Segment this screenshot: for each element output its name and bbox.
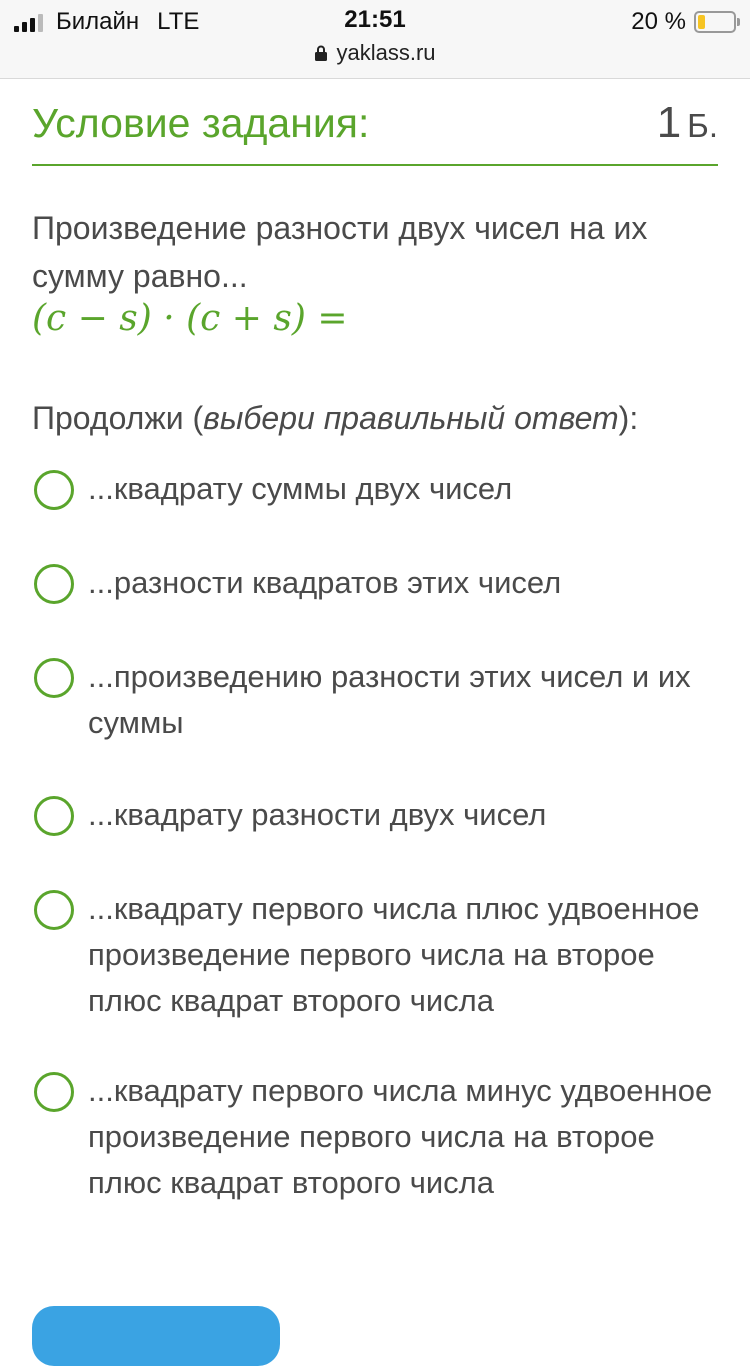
radio-button[interactable] xyxy=(34,658,74,698)
task-title: Условие задания: xyxy=(32,100,370,146)
url-text: yaklass.ru xyxy=(336,40,436,65)
network-type: LTE xyxy=(157,8,200,35)
carrier-name: Билайн xyxy=(56,8,140,35)
submit-button[interactable] xyxy=(32,1306,280,1366)
status-bar xyxy=(0,0,750,79)
status-right xyxy=(631,8,736,36)
answer-option-label: ...квадрату первого числа плюс удвоенное произведение первого числа на второе плюс квадрат второго числа xyxy=(88,891,700,1018)
points-unit: Б. xyxy=(687,107,718,144)
points-number: 1 xyxy=(656,98,682,147)
answer-option-label: ...квадрату разности двух чисел xyxy=(88,797,547,832)
address-bar[interactable] xyxy=(0,40,750,66)
clock: 21:51 xyxy=(344,6,406,33)
radio-button[interactable] xyxy=(34,890,74,930)
task-header xyxy=(32,96,718,166)
lock-icon xyxy=(314,45,328,61)
answer-option-label: ...разности квадратов этих чисел xyxy=(88,565,562,600)
radio-button[interactable] xyxy=(34,470,74,510)
battery-fill xyxy=(698,15,705,29)
instruction-suffix: ): xyxy=(618,400,639,436)
radio-button[interactable] xyxy=(34,564,74,604)
instruction xyxy=(32,400,638,437)
instruction-prefix: Продолжи ( xyxy=(32,400,204,436)
answer-option-label: ...произведению разности этих чисел и их суммы xyxy=(88,659,691,740)
formula: (c − s) · (c + s) = xyxy=(32,298,348,339)
question-text: Произведение разности двух чисел на их сумму равно... xyxy=(32,210,648,294)
task-points xyxy=(657,98,718,148)
battery-icon xyxy=(694,11,736,33)
radio-button[interactable] xyxy=(34,796,74,836)
radio-button[interactable] xyxy=(34,1072,74,1112)
battery-percent: 20 % xyxy=(631,8,686,35)
instruction-emphasis: выбери правильный ответ xyxy=(203,400,619,436)
answer-option-label: ...квадрату суммы двух чисел xyxy=(88,471,513,506)
answer-option-label: ...квадрату первого числа минус удвоенное произведение первого числа на второе плюс квадрат второго числа xyxy=(88,1073,713,1200)
